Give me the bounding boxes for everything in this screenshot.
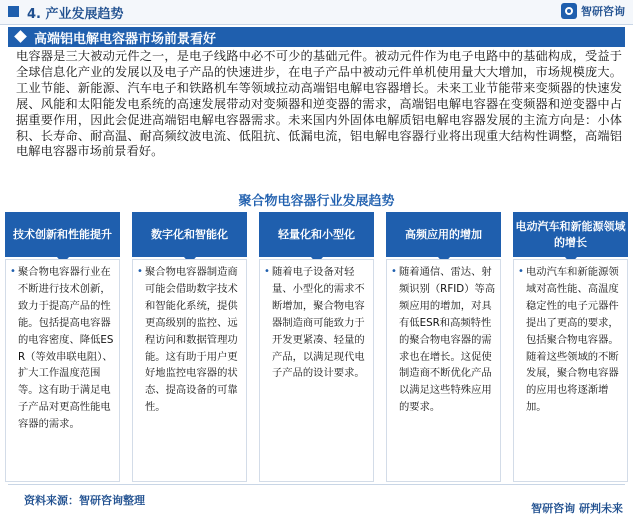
trend-card (259, 212, 374, 482)
trend-card-body (132, 259, 247, 482)
brand-slogan: 智研咨询 研判未来 (531, 502, 623, 515)
bullet-icon: • (137, 266, 143, 277)
bullet-icon: • (391, 266, 397, 277)
trend-card (5, 212, 120, 482)
trend-card-title: 高频应用的增加 (386, 212, 501, 257)
trend-card-body (513, 259, 628, 482)
section-square-icon (8, 6, 19, 17)
trend-card-body (5, 259, 120, 482)
brand-logo-icon (561, 3, 577, 19)
trend-card-text: 电动汽车和新能源领域对高性能、高温度稳定性的电子元器件提出了更高的要求，包括聚合物电容器。随着这些领域的不断发展，聚合物电容器的应用也将逐渐增加。 (526, 266, 619, 414)
bullet-icon: • (10, 266, 16, 277)
brand-logo (561, 3, 625, 19)
trend-card-body (386, 259, 501, 482)
trend-title: 聚合物电容器行业发展趋势 (238, 194, 395, 209)
trend-card-text: 聚合物电容器制造商可能会借助数字技术和智能化系统，提供更高级别的监控、远程访问和数据管理功能。这有助于用户更好地监控电容器的状态、提高设备的可靠性。 (145, 266, 238, 414)
trend-card-text: 随着电子设备对轻量、小型化的需求不断增加，聚合物电容器制造商可能致力于开发更紧凑、轻量的产品，以满足现代电子产品的设计要求。 (272, 266, 365, 380)
trend-card-title: 数字化和智能化 (132, 212, 247, 257)
article-title-bar (8, 27, 625, 47)
brand-name: 智研咨询 (581, 5, 625, 18)
header-bar (0, 0, 633, 25)
trend-card (513, 212, 628, 482)
diamond-icon (14, 30, 27, 43)
trend-cards (5, 212, 628, 482)
trend-card-title: 电动汽车和新能源领域的增长 (513, 212, 628, 257)
trend-card (132, 212, 247, 482)
article-title: 高端铝电解电容器市场前景看好 (34, 32, 217, 47)
trend-card-title: 轻量化和小型化 (259, 212, 374, 257)
source-note: 资料来源：智研咨询整理 (24, 494, 145, 507)
trend-card-text: 聚合物电容器行业在不断进行技术创新，致力于提高产品的性能。包括提高电容器的电容密度、降低ESR（等效串联电阻）、扩大工作温度范围等。这有助于满足电子产品对更高性能电容器的需求。 (18, 266, 114, 431)
trend-card-body (259, 259, 374, 482)
trend-card (386, 212, 501, 482)
trend-card-text: 随着通信、雷达、射频识别（RFID）等高频应用的增加，对具有低ESR和高频特性的聚合物电容器的需求也在增长。这促使制造商不断优化产品以满足这些特殊应用的要求。 (399, 266, 496, 414)
bullet-icon: • (518, 266, 524, 277)
footer-divider (8, 484, 625, 485)
intro-paragraph: 电容器是三大被动元件之一，是电子线路中必不可少的基础元件。被动元件作为电子电路中的基础构成，受益于全球信息化产业的发展以及电子产品的快速进步，在电子产品中被动元件单机使用量大大增加，市场规模庞大。工业节能、新能源、汽车电子和铁路机车等领域拉动高端铝电解电容器增长。未来工业节能带来变频器的快速发展、风能和太阳能发电系统的高速发展带动对变频器和逆变器的需求，高端铝电解电容器在变频器和逆变器中占据重要作用，因此会促进高端铝电解电容器需求。未来国内外固体电解质铝电解电容器发展的主流方向是：小体积、长寿命、耐高温、耐高频纹波电流、低阻抗、低漏电流，铝电解电容器行业将出现重大结构性调整，高端铝电解电容器市场前景看好。 (16, 49, 622, 159)
section-title: 4. 产业发展趋势 (27, 7, 124, 22)
trend-card-title: 技术创新和性能提升 (5, 212, 120, 257)
bullet-icon: • (264, 266, 270, 277)
